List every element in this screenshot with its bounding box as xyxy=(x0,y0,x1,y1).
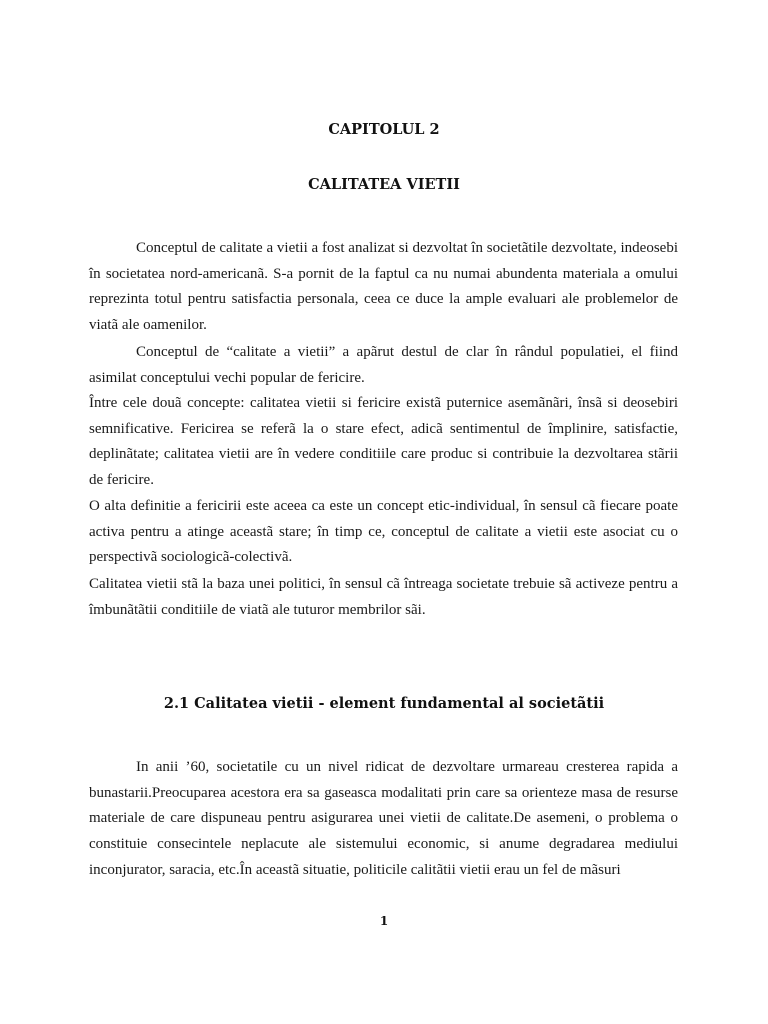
body-paragraph: Calitatea vietii stã la baza unei politici, în sensul cã întreaga societate trebuie sã activeze pentru a îmbunãtãtii conditiile de viatã ale tuturor membrilor sãi. xyxy=(89,576,678,618)
body-paragraph: O alta definitie a fericirii este aceea ca este un concept etic-individual, în sensul cã fiecare poate activa pentru a atinge aceastã stare; în timp ce, conceptul de calitate a vietii este asociat cu o perspectivã sociologicã-colectivã. xyxy=(89,498,678,566)
body-paragraph: Conceptul de “calitate a vietii” a apãrut destul de clar în rândul populatiei, el fiind asimilat conceptului vechi popular de fericire. xyxy=(89,344,678,386)
page-number: 1 xyxy=(379,914,389,928)
section-heading: 2.1 Calitatea vietii - element fundamental al societãtii xyxy=(163,695,605,712)
body-paragraph: Conceptul de calitate a vietii a fost analizat si dezvoltat în societãtile dezvoltate, indeosebi în societatea nord-americanã. S-a pornit de la faptul ca nu numai abundenta materiala a omului reprezinta totul pentru satisfactia personala, ceea ce duce la ample evaluari ale problemelor de viatã ale oamenilor. xyxy=(89,240,678,334)
chapter-heading: CAPITOLUL 2 xyxy=(328,121,440,138)
section-paragraph: In anii ’60, societatile cu un nivel ridicat de dezvoltare urmareau cresterea rapida a bunastarii.Preocuparea acestora era sa gaseasca modalitati prin care sa orienteze masa de resurse materiale de care dispuneau pentru asigurarea unei vietii de calitate.De asemeni, o problema o constituie consecintele neplacute ale sistemului economic, si anume degradarea mediului inconjurator, saracia, etc.În aceastã situatie, politicile calitãtii vietii erau un fel de mãsuri xyxy=(89,759,678,878)
body-paragraph: Între cele douã concepte: calitatea vietii si fericire existã puternice asemãnãri, însã si deosebiri semnificative. Fericirea se referã la o stare efect, adicã sentimentul de împlinire, satisfactie, deplinãtate; calitatea vietii are în vedere conditiile care produc si contribuie la dezvoltarea stãrii de fericire. xyxy=(89,395,678,489)
chapter-title: CALITATEA VIETII xyxy=(308,176,460,193)
